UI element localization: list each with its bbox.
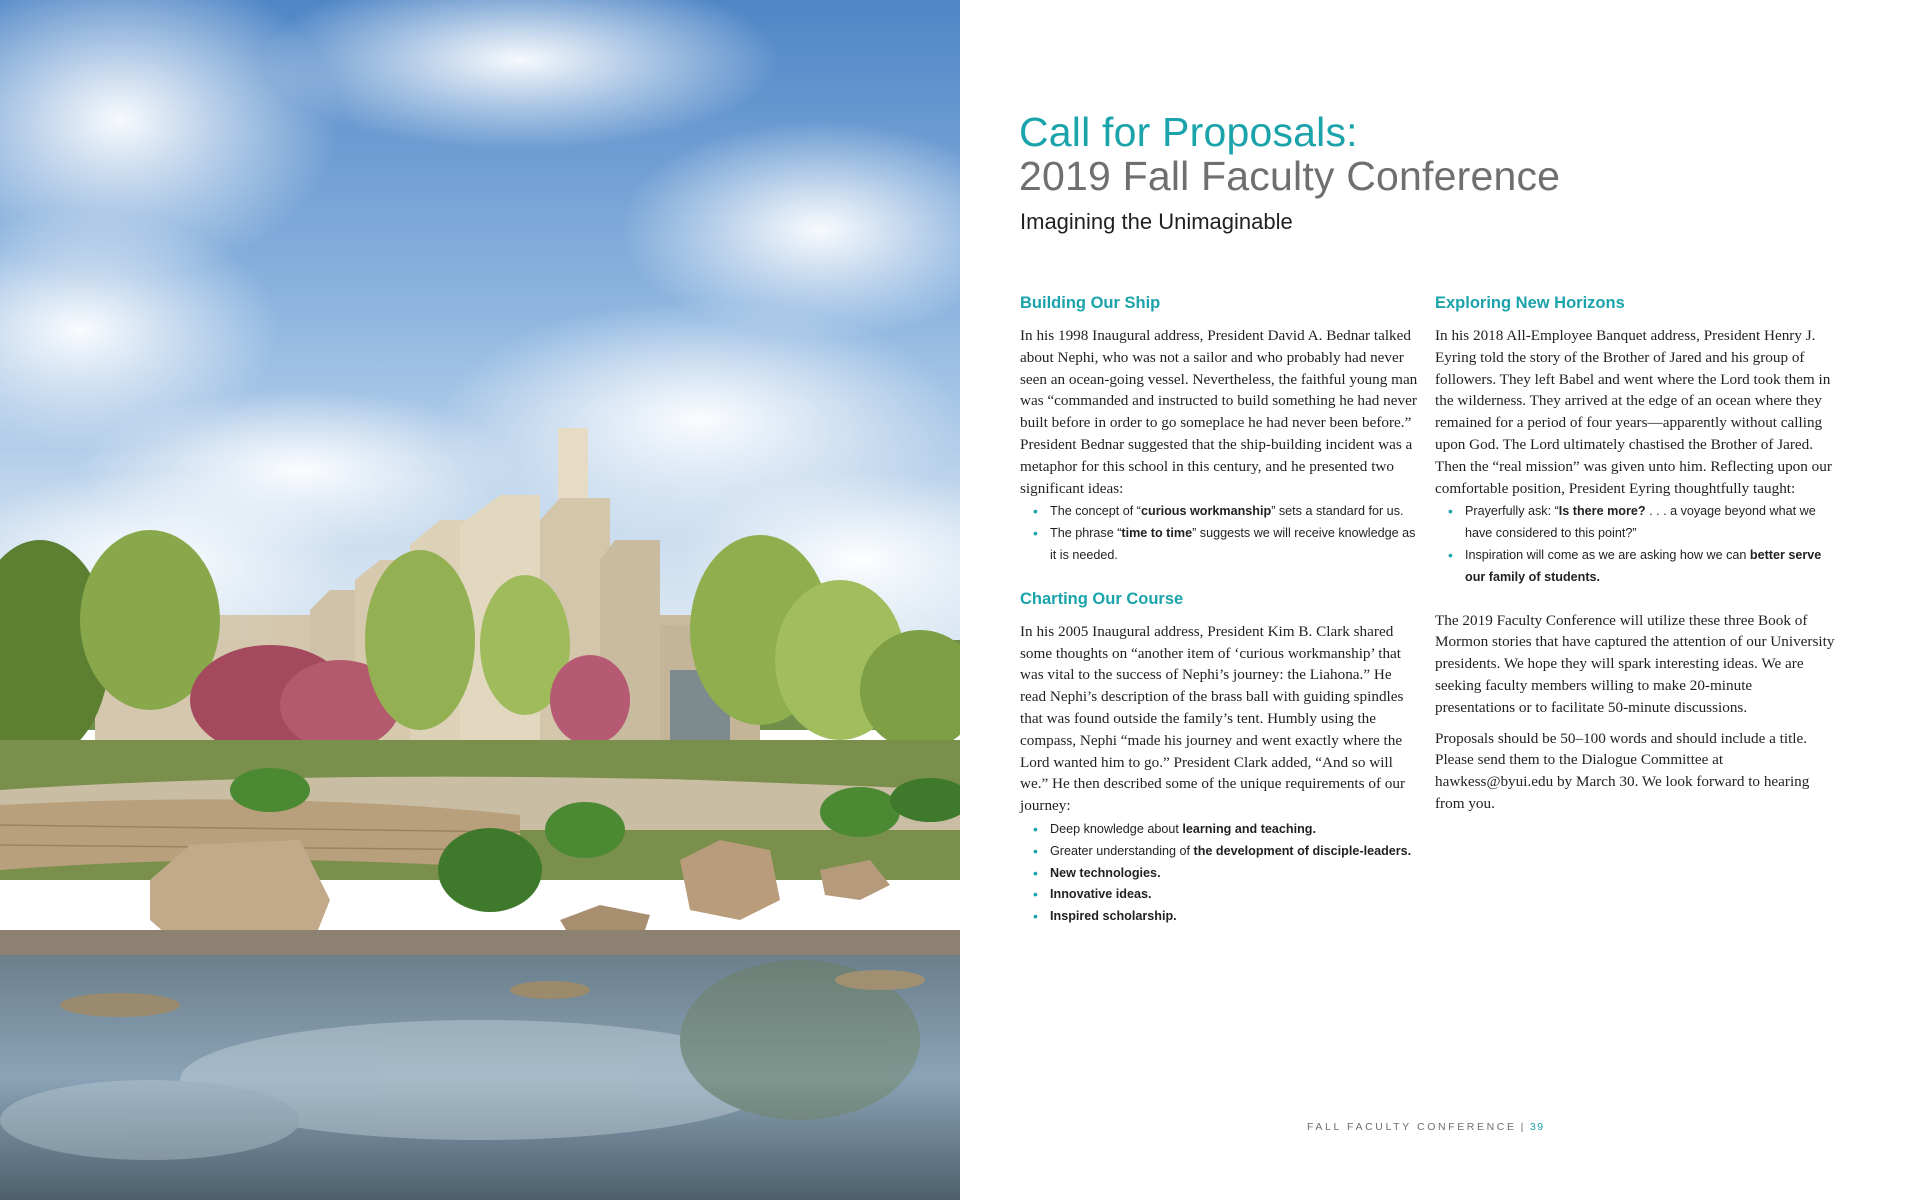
page-title-line1: Call for Proposals: <box>1019 109 1358 155</box>
bullet-list-charting <box>1020 819 1420 928</box>
list-item: • Prayerfully ask: “Is there more? . . . a voyage beyond what we have considered to this point?” <box>1435 501 1835 545</box>
page-number: 39 <box>1529 1121 1545 1133</box>
section-paragraph-charting: In his 2005 Inaugural address, President Kim B. Clark shared some thoughts on “another item of ‘curious workmanship’ that was vital to the success of Nephi’s journey: the Liahona.” He read Nephi’s description of the brass ball with guiding spindles that was found outside the family’s tent. Humbly using the compass, Nephi “made his journey and went exactly where the Lord wanted him to go.” President Clark added, “And so will we.” He then described some of the unique requirements of our journey: <box>1020 622 1406 815</box>
section-paragraph-exploring: In his 2018 All-Employee Banquet address, President Henry J. Eyring told the story of the Brother of Jared and his group of followers. They left Babel and went where the Lord took them in the wilderness. They arrived at the edge of an ocean where they remained for a period of four years—apparently without calling upon God. The Lord ultimately chastised the Brother of Jared. Then the “real mission” was given unto him. Reflecting upon our comfortable position, President Eyring thoughtfully taught: <box>1435 327 1832 497</box>
closing-paragraph-1: The 2019 Faculty Conference will utilize these three Book of Mormon stories that have captured the attention of our University presidents. We hope they will spark interesting ideas. We are seeking faculty members willing to make 20-minute presentations or to facilitate 50-minute discussions. <box>1435 611 1835 716</box>
closing-paragraph-2: Proposals should be 50–100 words and should include a title. Please send them to the Dialogue Committee at hawkess@byui.edu by March 30. We look forward to hearing from you. <box>1435 729 1810 812</box>
page-subtitle: Imagining the Unimaginable <box>1020 209 1293 234</box>
list-item: • Innovative ideas. <box>1020 884 1420 906</box>
left-column <box>1020 292 1420 928</box>
page-footer <box>1307 1121 1545 1133</box>
section-heading-building: Building Our Ship <box>1020 294 1161 312</box>
bullet-list-exploring <box>1435 501 1835 588</box>
section-paragraph-building: In his 1998 Inaugural address, President David A. Bednar talked about Nephi, who was not a sailor and who probably had never seen an ocean-going vessel. Nevertheless, the faithful young man was “commanded and instructed to build something he had never built before in order to go someplace he had never been before.” President Bednar suggested that the ship-building incident was a metaphor for this school in this century, and he presented two significant ideas: <box>1020 327 1418 497</box>
list-item: • Inspired scholarship. <box>1020 906 1420 928</box>
list-item: • The phrase “time to time” suggests we will receive knowledge as it is needed. <box>1020 523 1420 567</box>
right-column <box>1435 292 1835 815</box>
article-page <box>960 0 1920 1200</box>
list-item: • The concept of “curious workmanship” sets a standard for us. <box>1020 501 1420 523</box>
list-item: • Greater understanding of the development of disciple-leaders. <box>1020 841 1420 863</box>
footer-separator: | <box>1520 1121 1526 1133</box>
list-item: • New technologies. <box>1020 863 1420 885</box>
page-title-line2: 2019 Fall Faculty Conference <box>1019 153 1561 199</box>
list-item: • Inspiration will come as we are asking how we can better serve our family of students. <box>1435 545 1835 589</box>
footer-label: FALL FACULTY CONFERENCE <box>1307 1121 1517 1133</box>
list-item: • Deep knowledge about learning and teaching. <box>1020 819 1420 841</box>
section-heading-charting: Charting Our Course <box>1020 589 1184 608</box>
section-heading-exploring: Exploring New Horizons <box>1435 294 1625 312</box>
bullet-list-building <box>1020 501 1420 566</box>
